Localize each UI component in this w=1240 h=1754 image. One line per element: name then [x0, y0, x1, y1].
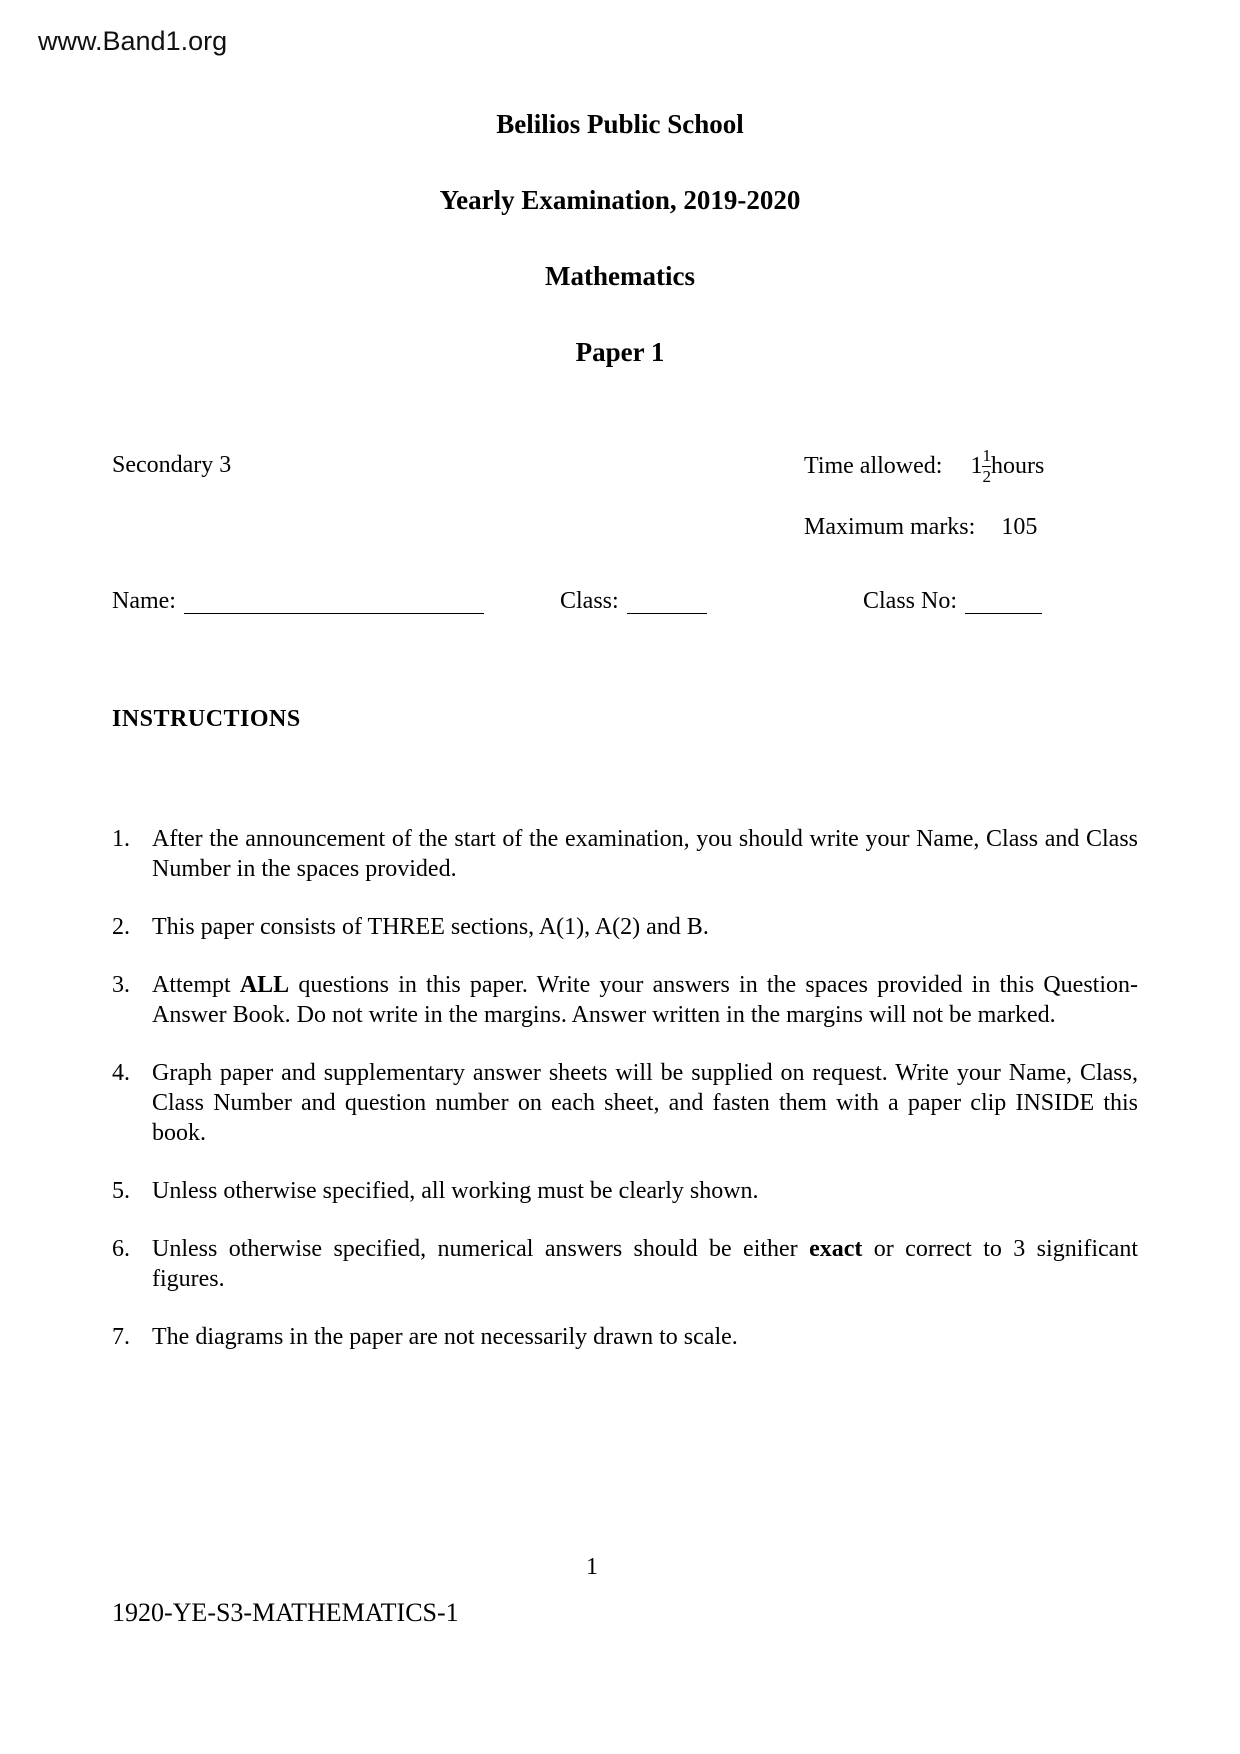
instruction-number: 1.: [112, 826, 130, 852]
instruction-item-7: [112, 1322, 1138, 1352]
instruction-number: 7.: [112, 1324, 130, 1350]
instructions-list: [112, 824, 1138, 1380]
watermark-url: www.Band1.org: [38, 26, 228, 56]
instruction-text: After the announcement of the start of the examination, you should write your Name, Class and Class Number in the spaces provided.: [152, 826, 1138, 882]
instruction-number: 6.: [112, 1236, 130, 1262]
instruction-number: 5.: [112, 1178, 130, 1204]
class-no-blank-line: [965, 613, 1042, 614]
instruction-text: or correct to 3 significant figures.: [152, 1236, 1138, 1292]
footer-paper-code: 1920-YE-S3-MATHEMATICS-1: [112, 1598, 459, 1627]
instruction-number: 2.: [112, 914, 130, 940]
time-fraction: [982, 446, 991, 486]
time-unit-label: hours: [990, 452, 1045, 479]
fraction-denominator: 2: [982, 466, 991, 486]
name-field: [112, 588, 484, 615]
instruction-number: 3.: [112, 972, 130, 998]
instruction-text: This paper consists of THREE sections, A(1), A(2) and B.: [152, 914, 709, 940]
paper-title: Paper 1: [575, 337, 665, 367]
time-whole-number: 1: [970, 452, 983, 479]
instruction-item-3: [112, 970, 1138, 1030]
instruction-text: The diagrams in the paper are not necessarily drawn to scale.: [152, 1324, 738, 1350]
maximum-marks-value: 105: [1001, 514, 1038, 540]
instruction-text-bold: ALL: [239, 972, 290, 998]
instruction-item-1: [112, 824, 1138, 884]
instructions-heading: INSTRUCTIONS: [112, 706, 301, 732]
instruction-text: Attempt: [152, 972, 240, 998]
time-allowed-row: [804, 440, 1044, 492]
instruction-item-4: [112, 1058, 1138, 1148]
class-blank-line: [627, 613, 707, 614]
page-number: 1: [586, 1554, 598, 1580]
exam-title: Yearly Examination, 2019-2020: [439, 185, 801, 215]
instruction-item-6: [112, 1234, 1138, 1294]
instruction-text: Unless otherwise specified, all working must be clearly shown.: [152, 1178, 759, 1204]
class-no-field: [863, 588, 1042, 615]
fraction-numerator: 1: [982, 445, 991, 465]
class-label: Class:: [560, 588, 619, 614]
subject-title: Mathematics: [545, 261, 695, 291]
level-label: Secondary 3: [112, 452, 232, 478]
class-field: [560, 588, 707, 615]
instruction-text: Graph paper and supplementary answer sheets will be supplied on request. Write your Name, Class, Class Number and question number on each sheet, and fasten them with a paper clip INSIDE this book.: [152, 1060, 1138, 1146]
time-allowed-value: [970, 446, 991, 486]
instruction-text-bold: exact: [809, 1236, 863, 1262]
title-block: [0, 108, 1240, 412]
instruction-text: questions in this paper. Write your answers in the spaces provided in this Question-Answer Book. Do not write in the margins. Answer written in the margins will not be marked.: [152, 972, 1138, 1028]
school-name: Belilios Public School: [496, 109, 744, 139]
instruction-item-5: [112, 1176, 1138, 1206]
time-allowed-label: Time allowed:: [804, 452, 943, 479]
name-blank-line: [184, 613, 484, 614]
maximum-marks-label: Maximum marks:: [804, 514, 976, 540]
name-label: Name:: [112, 588, 176, 614]
instruction-text: Unless otherwise specified, numerical answers should be either: [152, 1236, 810, 1262]
instruction-item-2: [112, 912, 1138, 942]
maximum-marks-row: [804, 514, 1037, 541]
instruction-number: 4.: [112, 1060, 130, 1086]
class-no-label: Class No:: [863, 588, 958, 614]
